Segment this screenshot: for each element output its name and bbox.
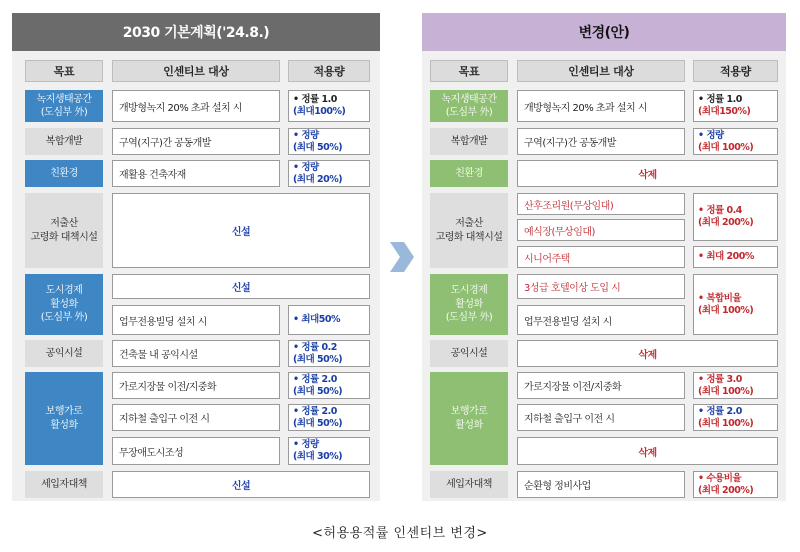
right-amount-tenant xyxy=(693,471,778,498)
right-goal-pedestrian xyxy=(430,372,508,465)
right-header-target: 인센티브 대상 xyxy=(517,60,685,82)
goal-line: 고령화 대책시설 xyxy=(435,231,503,243)
chevron-right-icon xyxy=(384,240,416,274)
amount-line: • 정량 xyxy=(698,129,724,141)
amount-line: • 정률 1.0 xyxy=(293,94,337,106)
amount-line: (최대 100%) xyxy=(698,417,754,429)
amount-line: (최대 50%) xyxy=(293,353,343,365)
left-goal-eco: 친환경 xyxy=(25,160,103,187)
amount-line: • 정률 1.0 xyxy=(698,94,742,106)
amount-line: • 정량 xyxy=(293,439,319,451)
left-goal-green-space xyxy=(25,90,103,122)
amount-line: (최대 100%) xyxy=(698,304,754,316)
left-target-subway-entrance: 지하철 출입구 이전 시 xyxy=(112,404,280,431)
right-target-circular-redevelopment: 순환형 정비사업 xyxy=(517,471,685,498)
left-amount-green-space xyxy=(288,90,370,122)
right-goal-urban-economy xyxy=(430,274,508,335)
goal-line: 저출산 xyxy=(455,218,483,229)
amount-line: (최대 50%) xyxy=(293,385,343,397)
left-header-amount: 적용량 xyxy=(288,60,370,82)
goal-line: 도시경제 xyxy=(450,285,488,297)
right-target-wedding-hall: 예식장(무상임대) xyxy=(517,219,685,241)
right-goal-eco: 친환경 xyxy=(430,160,508,187)
amount-line: • 정량 xyxy=(293,129,319,141)
amount-line: (최대 50%) xyxy=(293,417,343,429)
left-target-new-urban: 신설 xyxy=(112,274,370,299)
goal-line: 활성화 xyxy=(50,419,78,431)
left-amount-office-building xyxy=(288,305,370,335)
amount-line: • 정률 2.0 xyxy=(698,405,742,417)
left-panel-title: 2030 기본계획('24.8.) xyxy=(12,13,380,51)
right-header-amount: 적용량 xyxy=(693,60,778,82)
amount-line: • 정률 3.0 xyxy=(698,373,742,385)
left-target-public-facility: 건축물 내 공익시설 xyxy=(112,340,280,367)
amount-line: • 최대 200% xyxy=(698,251,754,263)
right-amount-low-birth-a xyxy=(693,193,778,241)
right-target-postpartum: 산후조리원(무상임대) xyxy=(517,193,685,215)
goal-line: 고령화 대책시설 xyxy=(30,231,98,243)
goal-line: 활성화 xyxy=(455,419,483,431)
right-header-goal: 목표 xyxy=(430,60,508,82)
goal-line: (도심부 外) xyxy=(40,312,88,324)
right-amount-complex-dev xyxy=(693,128,778,155)
left-amount-public xyxy=(288,340,370,367)
left-header-target: 인센티브 대상 xyxy=(112,60,280,82)
amount-line: (최대 50%) xyxy=(293,141,343,153)
right-target-deleted-eco: 삭제 xyxy=(517,160,778,187)
right-target-deleted-public: 삭제 xyxy=(517,340,778,367)
left-goal-urban-economy xyxy=(25,274,103,335)
right-target-deleted-barrier: 삭제 xyxy=(517,437,778,465)
left-goal-low-birth xyxy=(25,193,103,268)
right-goal-low-birth xyxy=(430,193,508,268)
left-target-street-obstacle: 가로지장물 이전/지중화 xyxy=(112,372,280,399)
goal-line: 활성화 xyxy=(455,298,483,310)
left-goal-pedestrian xyxy=(25,372,103,465)
amount-line: • 정률 2.0 xyxy=(293,405,337,417)
amount-line: (최대 100%) xyxy=(698,141,754,153)
amount-line: • 정률 2.0 xyxy=(293,373,337,385)
right-target-open-green: 개방형녹지 20% 초과 설치 시 xyxy=(517,90,685,122)
left-amount-barrier-free xyxy=(288,437,370,465)
goal-line: 저출산 xyxy=(50,218,78,229)
left-header-goal: 목표 xyxy=(25,60,103,82)
right-goal-complex-dev: 복합개발 xyxy=(430,128,508,155)
left-amount-complex-dev xyxy=(288,128,370,155)
goal-line: 보행가로 xyxy=(45,406,83,417)
left-amount-street-obstacle xyxy=(288,372,370,399)
amount-line: (최대 20%) xyxy=(293,173,343,185)
amount-line: (최대 30%) xyxy=(293,451,343,462)
goal-line: 도시경제 xyxy=(45,285,83,297)
right-amount-street-obstacle xyxy=(693,372,778,399)
left-amount-eco xyxy=(288,160,370,187)
left-target-open-green: 개방형녹지 20% 초과 설치 시 xyxy=(112,90,280,122)
right-target-joint-dev: 구역(지구)간 공동개발 xyxy=(517,128,685,155)
goal-line: (도심부 外) xyxy=(445,312,493,324)
right-amount-green-space xyxy=(693,90,778,122)
amount-line: • 복합비율 xyxy=(698,292,742,304)
right-target-senior-housing: 시니어주택 xyxy=(517,246,685,268)
figure-caption: <허용용적률 인센티브 변경> xyxy=(312,526,488,541)
right-amount-low-birth-b xyxy=(693,246,778,268)
amount-line: • 정률 0.4 xyxy=(698,205,742,217)
right-amount-urban-economy xyxy=(693,274,778,335)
goal-line: 보행가로 xyxy=(450,406,488,417)
right-goal-public: 공익시설 xyxy=(430,340,508,367)
left-amount-subway-entrance xyxy=(288,404,370,431)
left-target-new-low-birth: 신설 xyxy=(112,193,370,268)
right-goal-tenant: 세입자대책 xyxy=(430,471,508,498)
amount-line: (최대 200%) xyxy=(698,217,754,228)
right-panel-title: 변경(안) xyxy=(422,13,786,51)
right-target-subway-entrance: 지하철 출입구 이전 시 xyxy=(517,404,685,431)
amount-line: (최대150%) xyxy=(698,106,751,117)
amount-line: (최대 200%) xyxy=(698,484,754,496)
right-target-office-building: 업무전용빌딩 설치 시 xyxy=(517,305,685,335)
amount-line: • 정률 0.2 xyxy=(293,341,337,353)
right-target-hotel: 3성급 호텔이상 도입 시 xyxy=(517,274,685,299)
right-goal-green-space xyxy=(430,90,508,122)
amount-line: (최대 100%) xyxy=(698,385,754,397)
goal-line: 활성화 xyxy=(50,298,78,310)
right-amount-subway-entrance xyxy=(693,404,778,431)
left-target-new-tenant: 신설 xyxy=(112,471,370,498)
left-target-barrier-free: 무장애도시조성 xyxy=(112,437,280,465)
left-goal-tenant: 세입자대책 xyxy=(25,471,103,498)
right-target-street-obstacle: 가로지장물 이전/지중화 xyxy=(517,372,685,399)
amount-line: • 수용비율 xyxy=(698,472,742,484)
left-target-recycled: 재활용 건축자재 xyxy=(112,160,280,187)
goal-line: 녹지생태공간 xyxy=(441,93,497,105)
amount-line: • 정량 xyxy=(293,161,319,173)
goal-line: (도심부 外) xyxy=(40,107,88,118)
goal-line: (도심부 外) xyxy=(445,107,493,118)
left-target-joint-dev: 구역(지구)간 공동개발 xyxy=(112,128,280,155)
left-goal-complex-dev: 복합개발 xyxy=(25,128,103,155)
goal-line: 녹지생태공간 xyxy=(36,93,92,105)
left-goal-public: 공익시설 xyxy=(25,340,103,367)
amount-line: • 최대50% xyxy=(293,314,340,326)
left-target-office-building: 업무전용빌딩 설치 시 xyxy=(112,305,280,335)
amount-line: (최대100%) xyxy=(293,106,346,117)
